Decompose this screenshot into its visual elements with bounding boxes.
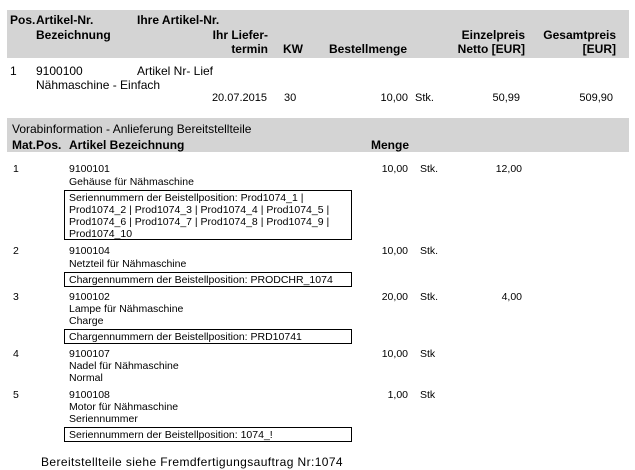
item-preis: 4,00 xyxy=(501,291,522,303)
item-pos: 3 xyxy=(13,291,19,303)
footer-note: Bereitstellteile siehe Fremdfertigungsauftrag Nr:1074 xyxy=(41,455,344,469)
item-menge: 20,00 xyxy=(381,291,408,303)
item-einheit: Stk xyxy=(420,348,436,360)
item-menge: 10,00 xyxy=(381,348,408,360)
section-title: Vorabinformation - Anlieferung Bereitstellteile xyxy=(12,122,252,136)
order-gesamtpreis: 509,90 xyxy=(579,92,613,104)
item-pos: 4 xyxy=(13,348,19,360)
item-nr: 9100108 xyxy=(69,389,110,401)
order-artikel-nr: 9100100 xyxy=(36,64,83,78)
header-einzelpreis-1: Einzelpreis xyxy=(461,28,525,42)
serial-number-box: Seriennummern der Beistellposition: Prod1074_1 | Prod1074_2 | Prod1074_3 | Prod1074_4 | Prod1074_5 | Prod1074_6 | Prod1074_7 | Prod1074_8 | Prod1074_9 | Prod1074_10 xyxy=(64,190,352,240)
order-einzelpreis: 50,99 xyxy=(492,92,520,104)
order-kw: 30 xyxy=(284,92,297,104)
order-menge: 10,00 xyxy=(380,92,408,104)
item-nr: 9100101 xyxy=(69,163,110,175)
item-bezeichnung: Lampe für Nähmaschine xyxy=(69,303,184,315)
item-preis: 12,00 xyxy=(495,163,522,175)
section-col-menge: Menge xyxy=(371,138,410,152)
item-pos: 1 xyxy=(13,163,19,175)
section-col-artikel: Artikel Bezeichnung xyxy=(69,138,185,152)
header-ihre-artikel-nr: Ihre Artikel-Nr. xyxy=(137,13,220,27)
item-bezeichnung: Gehäuse für Nähmaschine xyxy=(69,176,194,188)
serial-number-box: Seriennummern der Beistellposition: 1074_! xyxy=(64,427,352,442)
header-gesamtpreis-1: Gesamtpreis xyxy=(543,28,616,42)
item-nr: 9100107 xyxy=(69,348,110,360)
item-nr: 9100102 xyxy=(69,291,110,303)
item-bezeichnung: Motor für Nähmaschine xyxy=(69,401,179,413)
item-extra: Normal xyxy=(69,372,103,384)
item-einheit: Stk xyxy=(420,389,436,401)
order-pos: 1 xyxy=(10,64,17,78)
item-einheit: Stk. xyxy=(420,291,439,303)
order-ihre-artikel-nr: Artikel Nr- Lief xyxy=(137,64,214,78)
header-liefertermin-2: termin xyxy=(231,42,268,56)
item-einheit: Stk. xyxy=(420,163,439,175)
header-kw: KW xyxy=(283,42,303,56)
item-extra: Seriennummer xyxy=(69,413,138,425)
item-bezeichnung: Netzteil für Nähmaschine xyxy=(69,258,187,270)
header-bestellmenge: Bestellmenge xyxy=(329,42,408,56)
item-nr: 9100104 xyxy=(69,245,110,257)
order-termin: 20.07.2015 xyxy=(211,92,267,104)
item-pos: 5 xyxy=(13,389,19,401)
item-menge: 10,00 xyxy=(381,163,408,175)
item-einheit: Stk. xyxy=(420,245,439,257)
section-col-matpos: Mat.Pos. xyxy=(12,138,62,152)
header-artikel-nr: Artikel-Nr. xyxy=(36,13,94,27)
item-pos: 2 xyxy=(13,245,19,257)
header-bezeichnung: Bezeichnung xyxy=(36,28,111,42)
header-pos: Pos. xyxy=(10,13,36,27)
batch-number-box: Chargennummern der Beistellposition: PRD10741 xyxy=(64,329,352,344)
order-bezeichnung: Nähmaschine - Einfach xyxy=(36,78,161,92)
header-einzelpreis-2: Netto [EUR] xyxy=(457,42,525,56)
item-menge: 10,00 xyxy=(381,245,408,257)
item-menge: 1,00 xyxy=(387,389,408,401)
item-extra: Charge xyxy=(69,315,104,327)
header-gesamtpreis-2: [EUR] xyxy=(582,42,616,56)
batch-number-box: Chargennummern der Beistellposition: PRODCHR_1074 xyxy=(64,272,352,287)
item-bezeichnung: Nadel für Nähmaschine xyxy=(69,360,179,372)
order-einheit: Stk. xyxy=(415,92,434,104)
header-liefertermin-1: Ihr Liefer- xyxy=(212,28,268,42)
